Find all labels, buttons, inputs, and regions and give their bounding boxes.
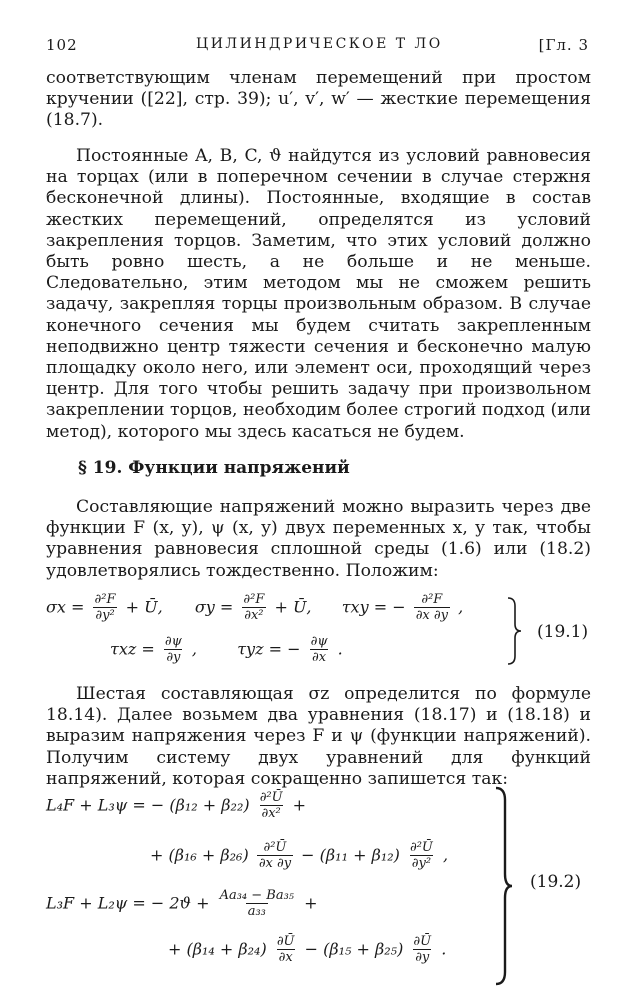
equation-19-2-line-1 bbox=[46, 790, 306, 822]
fraction-numerator: ∂²F bbox=[243, 592, 265, 607]
equation-19-2-line-2 bbox=[150, 840, 448, 872]
fraction-denominator: ∂x ∂y bbox=[415, 608, 448, 623]
eq-tau-xz-lhs: τxz = bbox=[110, 639, 155, 659]
eq2-line1-tail: + bbox=[292, 795, 307, 815]
eq-tau-xy-fraction bbox=[414, 592, 450, 624]
eq-sigma-x-lhs: σx = bbox=[46, 597, 85, 617]
eq-sigma-x-fraction bbox=[93, 592, 118, 624]
fraction-denominator: ∂x² bbox=[244, 608, 264, 623]
eq2-line2-term-a: + (β₁₆ + β₂₆) bbox=[150, 845, 249, 865]
equation-19-1-row-1 bbox=[46, 592, 463, 624]
fraction-denominator: a₃₃ bbox=[247, 904, 266, 919]
page-number: 102 bbox=[46, 36, 78, 54]
eq-sigma-x-tail: + Ū, bbox=[125, 597, 163, 617]
fraction-denominator: ∂y bbox=[166, 650, 181, 665]
fraction-numerator: ∂Ū bbox=[276, 934, 295, 949]
eq2-line4-fraction-1 bbox=[275, 934, 297, 966]
eq-sigma-y-lhs: σy = bbox=[194, 597, 234, 617]
eq2-line3-tail: + bbox=[304, 893, 318, 913]
right-brace-icon bbox=[506, 596, 522, 666]
section-heading: § 19. Функции напряжений bbox=[78, 458, 350, 478]
eq2-line4-fraction-2 bbox=[411, 934, 433, 966]
eq-tau-xy-tail: , bbox=[458, 597, 464, 617]
equation-19-1-row-2 bbox=[110, 634, 343, 666]
fraction-numerator: ∂Ū bbox=[413, 934, 432, 949]
paragraph-3 bbox=[46, 497, 591, 582]
eq-tau-xz-fraction bbox=[163, 634, 184, 666]
fraction-denominator: ∂y² bbox=[411, 856, 432, 871]
eq2-line1-lhs: L₄F + L₃ψ = − (β₁₂ + β₂₂) bbox=[46, 795, 250, 815]
eq2-line2-term-b: − (β₁₁ + β₁₂) bbox=[301, 845, 400, 865]
equation-19-2-line-3 bbox=[46, 888, 318, 920]
paragraph-3-text: Составляющие напряжений можно выразить через две функции F (x, y), ψ (x, y) двух переменных x, y так, чтобы уравнения равновесия сплошной среды (1.6) или (18.2) удовлетворялись тождественно. Положим: bbox=[46, 497, 591, 581]
fraction-numerator: ∂²F bbox=[94, 592, 116, 607]
eq-sigma-y-tail: + Ū, bbox=[274, 597, 312, 617]
fraction-numerator: ∂²Ū bbox=[263, 840, 287, 855]
paragraph-2-text: Постоянные A, B, C, ϑ найдутся из условий равновесия на торцах (или в поперечном сечении в случае стержня бесконечной длины). Постоянные, входящие в состав жестких перемещений, определятся из условий закрепления торцов. Заметим, что этих условий должно быть ровно шесть, а не больше и не меньше. Следовательно, этим методом мы не сможем решить задачу, закрепляя торцы произвольным образом. В случае конечного сечения мы будем считать закрепленным неподвижно центр тяжести сечения и бесконечно малую площадку около него, или элемент оси, проходящий через центр. Для того чтобы решить задачу при произвольном закреплении торцов, необходим более строгий подход (или метод), которого мы здесь касаться не будем. bbox=[46, 146, 591, 442]
eq2-line2-tail: , bbox=[442, 845, 449, 865]
fraction-numerator: ∂²Ū bbox=[409, 840, 433, 855]
fraction-denominator: ∂x bbox=[312, 650, 327, 665]
fraction-numerator: ∂²F bbox=[421, 592, 443, 607]
eq2-line3-lhs: L₃F + L₂ψ = − 2ϑ + bbox=[46, 893, 210, 913]
eq-tau-yz-tail: . bbox=[337, 639, 343, 659]
equation-19-2-line-4 bbox=[168, 934, 446, 966]
eq-tau-yz-lhs: τyz = − bbox=[237, 639, 301, 659]
fraction-denominator: ∂x² bbox=[261, 806, 281, 821]
paragraph-4 bbox=[46, 684, 591, 790]
eq2-line2-fraction-1 bbox=[257, 840, 293, 872]
fraction-numerator: Aa₃₄ − Ba₃₅ bbox=[219, 888, 295, 903]
fraction-denominator: ∂x bbox=[278, 950, 293, 965]
fraction-denominator: ∂x ∂y bbox=[258, 856, 292, 871]
eq2-line4-term-b: − (β₁₅ + β₂₅) bbox=[304, 939, 404, 959]
fraction-numerator: ∂ψ bbox=[164, 634, 182, 649]
eq2-line1-fraction bbox=[258, 790, 285, 822]
paragraph-2 bbox=[46, 146, 591, 443]
eq2-line3-fraction bbox=[218, 888, 296, 920]
fraction-numerator: ∂²Ū bbox=[259, 790, 283, 805]
fraction-denominator: ∂y bbox=[415, 950, 430, 965]
eq2-line4-term-a: + (β₁₄ + β₂₄) bbox=[168, 939, 267, 959]
eq2-line4-tail: . bbox=[441, 939, 447, 959]
right-brace-icon bbox=[494, 786, 514, 986]
eq-tau-xy-lhs: τxy = − bbox=[341, 597, 406, 617]
paragraph-4-text: Шестая составляющая σz определится по формуле 18.14). Далее возьмем два уравнения (18.17) и (18.18) и выразим напряжения через F и ψ (функции напряжений). Получим систему двух уравнений для функций напряжений, которая сокращенно запишется так: bbox=[46, 684, 591, 789]
fraction-denominator: ∂y² bbox=[95, 608, 115, 623]
paragraph-1-text: соответствующим членам перемещений при простом кручении ([22], стр. 39); u′, v′, w′ — жесткие перемещения (18.7). bbox=[46, 68, 591, 131]
fraction-numerator: ∂ψ bbox=[310, 634, 328, 649]
eq-tau-yz-fraction bbox=[309, 634, 330, 666]
eq-tau-xz-tail: , bbox=[191, 639, 197, 659]
running-title: ЦИЛИНДРИЧЕСКОЕ Т ЛО bbox=[196, 36, 443, 52]
chapter-marker: [Гл. 3 bbox=[538, 36, 589, 54]
eq2-line2-fraction-2 bbox=[408, 840, 435, 872]
equation-number-19-1: (19.1) bbox=[537, 622, 589, 642]
paragraph-1 bbox=[46, 68, 591, 132]
equation-number-19-2: (19.2) bbox=[530, 872, 582, 892]
eq-sigma-y-fraction bbox=[241, 592, 266, 624]
